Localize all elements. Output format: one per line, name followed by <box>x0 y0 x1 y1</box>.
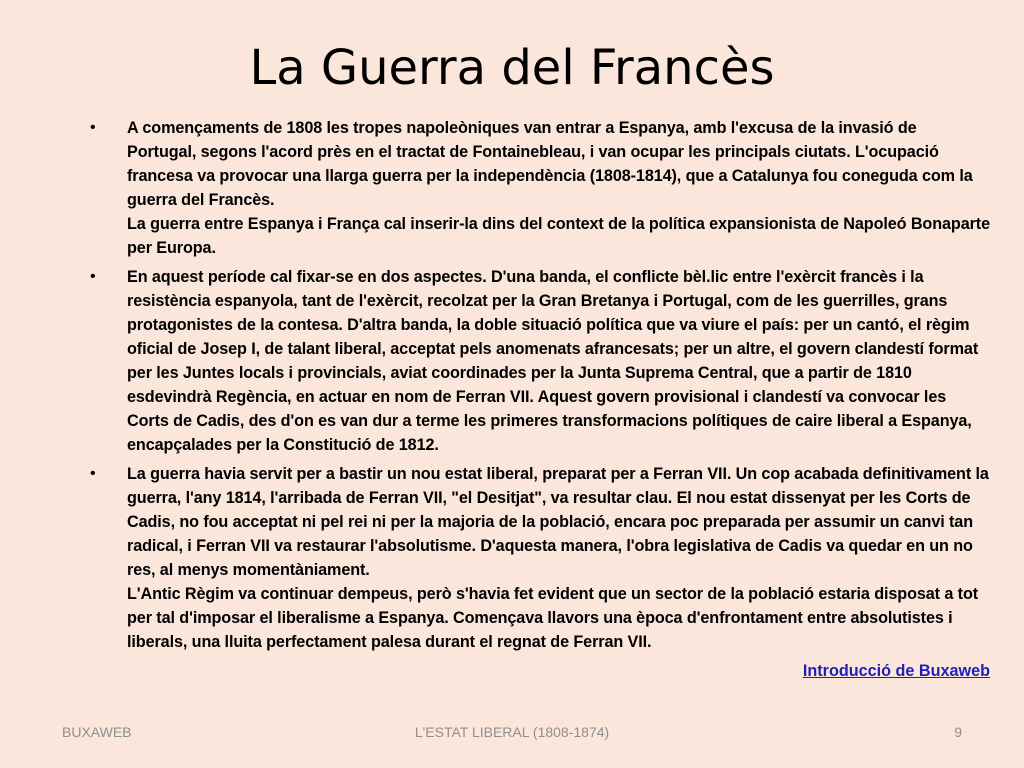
bullet-list <box>90 116 990 654</box>
bullet-item-3 <box>90 462 990 654</box>
bullet-item-2 <box>90 265 990 457</box>
slide-title: La Guerra del Francès <box>249 40 775 96</box>
bullet-1-paragraph-1: A començaments de 1808 les tropes napoleòniques van entrar a Espanya, amb l'excusa de la invasió de Portugal, segons l'acord près en el tractat de Fontainebleau, i van ocupar les principals ciutats. L'ocupació francesa va provocar una llarga guerra per la independència (1808-1814), que a Catalunya fou coneguda com la guerra del Francès. <box>127 119 973 209</box>
footer-site-name: BUXAWEB <box>62 724 132 740</box>
bullet-item-1 <box>90 116 990 260</box>
footer-section-title: L'ESTAT LIBERAL (1808-1874) <box>414 724 610 740</box>
buxaweb-intro-link[interactable]: Introducció de Buxaweb <box>802 662 990 680</box>
bullet-2-paragraph-1: En aquest període cal fixar-se en dos aspectes. D'una banda, el conflicte bèl.lic entre l'exèrcit francès i la resistència espanyola, tant de l'exèrcit, recolzat per la Gran Bretanya i Portugal, com de les guerrilles, grans protagonistes de la contesa. D'altra banda, la doble situació política que va viure el país: per un cantó, el règim oficial de Josep I, de talant liberal, acceptat pels anomenats afrancesats; per un altre, el govern clandestí format per les Juntes locals i provincials, aviat coordinades per la Junta Suprema Central, que a partir de 1810 esdevindrà Regència, en actuar en nom de Ferran VII. Aquest govern provisional i clandestí va convocar les Corts de Cadis, des d'on es van dur a terme les primeres transformacions polítiques de caire liberal a Espanya, encapçalades per la Constitució de 1812. <box>127 268 979 454</box>
bullet-3-paragraph-2: L'Antic Règim va continuar dempeus, però s'havia fet evident que un sector de la població estaria disposat a tot per tal d'imposar el liberalisme a Espanya. Començava llavors una època d'enfrontament entre absolutistes i liberals, una lluita perfectament palesa durant el regnat de Ferran VII. <box>127 585 979 651</box>
link-row <box>90 659 990 683</box>
bullet-point-icon: • <box>90 268 96 285</box>
bullet-3-paragraph-1: La guerra havia servit per a bastir un nou estat liberal, preparat per a Ferran VII. Un cop acabada definitivament la guerra, l'any 1814, l'arribada de Ferran VII, "el Desitjat", va resultar clau. El nou estat dissenyat per les Corts de Cadis, no fou acceptat ni pel rei ni per la majoria de la població, encara poc preparada per assumir un canvi tan radical, i Ferran VII va restaurar l'absolutisme. D'aquesta manera, l'obra legislativa de Cadis va quedar en un no res, al menys momentàniament. <box>127 465 989 579</box>
footer-page-number: 9 <box>954 724 962 740</box>
bullet-point-icon: • <box>90 119 96 136</box>
bullet-point-icon: • <box>90 465 96 482</box>
bullet-1-paragraph-2: La guerra entre Espanya i França cal inserir-la dins del context de la política expansionista de Napoleó Bonaparte per Europa. <box>127 215 990 257</box>
slide-body <box>90 116 990 683</box>
